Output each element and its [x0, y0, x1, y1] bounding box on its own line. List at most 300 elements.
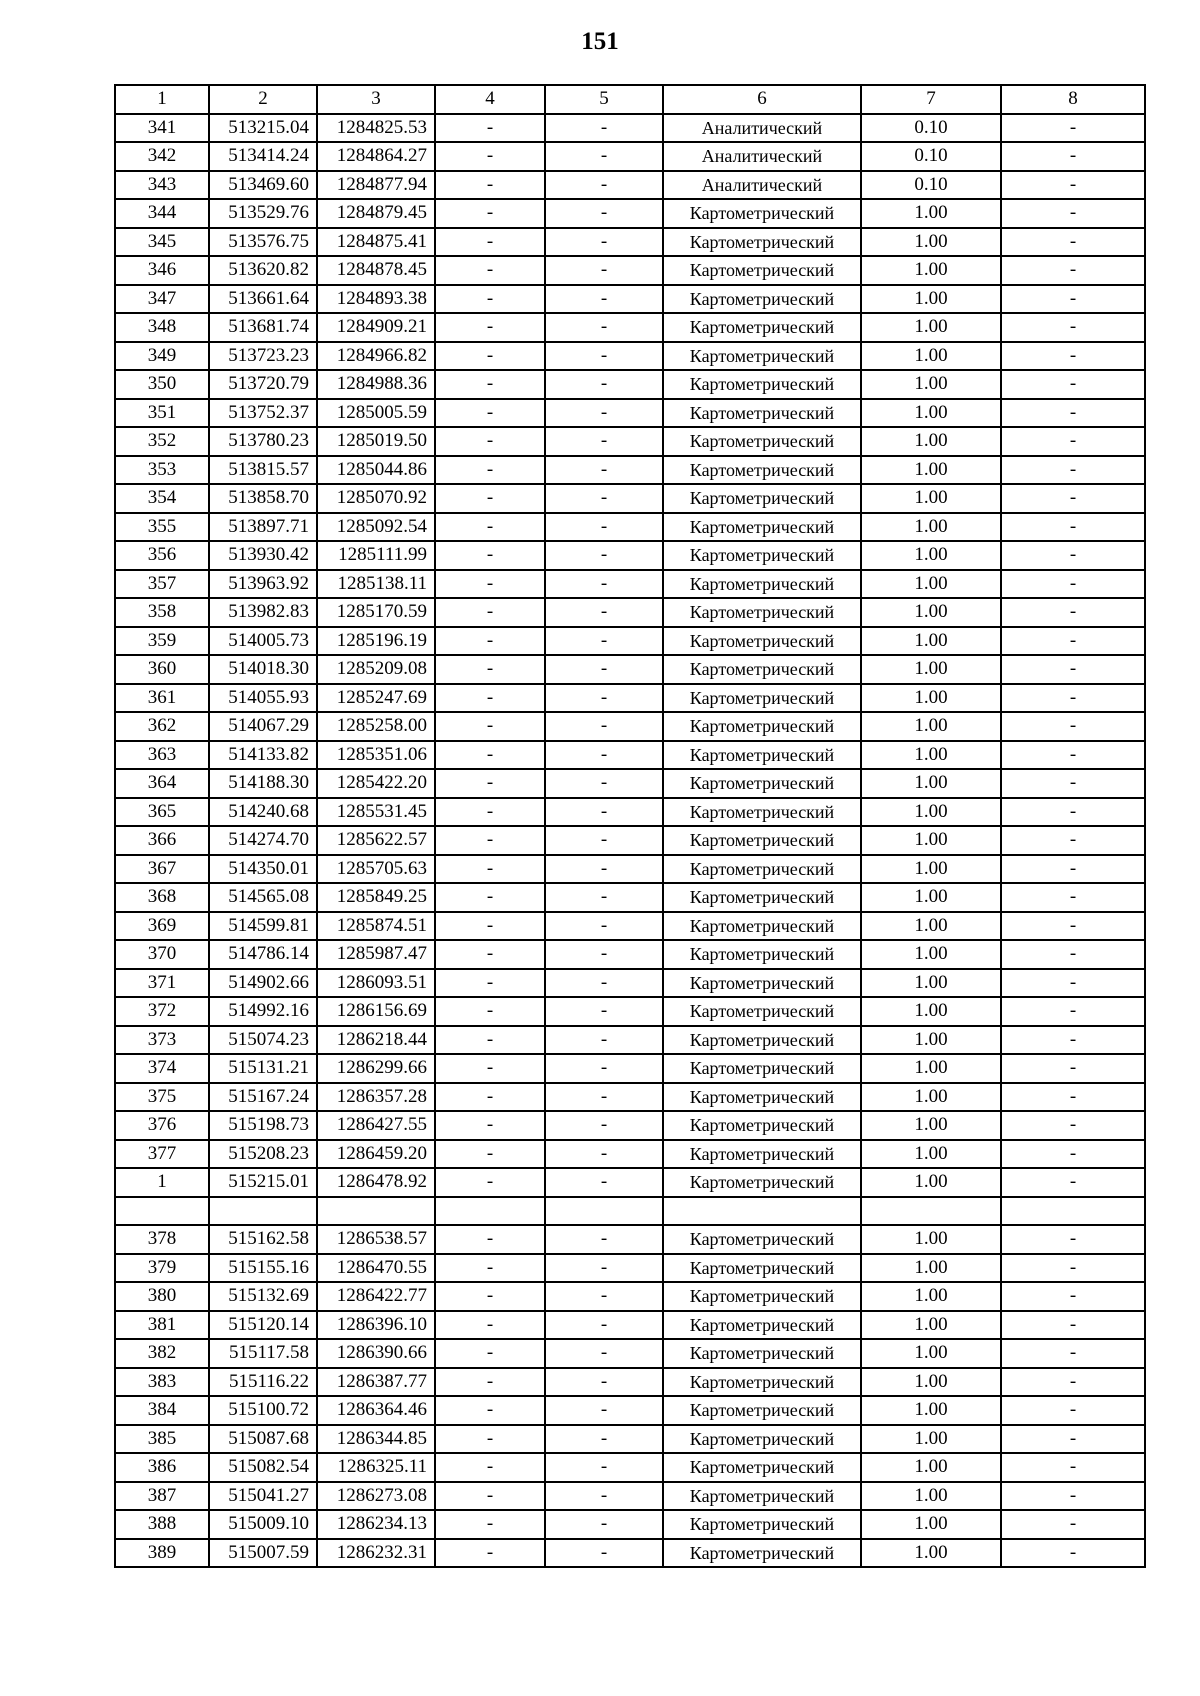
column-4-cell: -	[435, 1453, 545, 1482]
accuracy-cell: 1.00	[861, 513, 1001, 542]
point-number-cell: 375	[115, 1083, 209, 1112]
table-row	[115, 1510, 1145, 1539]
point-number-cell: 343	[115, 171, 209, 200]
method-cell: Картометрический	[663, 627, 861, 656]
method-cell: Картометрический	[663, 1339, 861, 1368]
column-8-cell: -	[1001, 142, 1145, 171]
column-5-cell: -	[545, 1396, 663, 1425]
column-8-cell: -	[1001, 769, 1145, 798]
table-row	[115, 1197, 1145, 1226]
column-5-cell: -	[545, 1111, 663, 1140]
point-number-cell: 362	[115, 712, 209, 741]
accuracy-cell: 1.00	[861, 541, 1001, 570]
x-coordinate-cell: 513815.57	[209, 456, 317, 485]
column-5-cell: -	[545, 1026, 663, 1055]
y-coordinate-cell: 1284966.82	[317, 342, 435, 371]
x-coordinate-cell: 514274.70	[209, 826, 317, 855]
x-coordinate-cell: 515117.58	[209, 1339, 317, 1368]
y-coordinate-cell: 1286364.46	[317, 1396, 435, 1425]
column-5-cell: -	[545, 114, 663, 143]
column-5-cell: -	[545, 655, 663, 684]
x-coordinate-cell: 513780.23	[209, 427, 317, 456]
table-row	[115, 199, 1145, 228]
x-coordinate-cell: 515120.14	[209, 1311, 317, 1340]
y-coordinate-cell: 1285138.11	[317, 570, 435, 599]
column-5-cell: -	[545, 1539, 663, 1568]
column-4-cell: -	[435, 199, 545, 228]
x-coordinate-cell: 513576.75	[209, 228, 317, 257]
accuracy-cell: 1.00	[861, 570, 1001, 599]
column-8-cell: -	[1001, 712, 1145, 741]
x-coordinate-cell: 513661.64	[209, 285, 317, 314]
table-row	[115, 627, 1145, 656]
column-8-cell: -	[1001, 1425, 1145, 1454]
column-8-cell: -	[1001, 826, 1145, 855]
y-coordinate-cell: 1286387.77	[317, 1368, 435, 1397]
column-8-cell: -	[1001, 199, 1145, 228]
column-5-cell: -	[545, 1425, 663, 1454]
column-4-cell: -	[435, 1111, 545, 1140]
point-number-cell: 371	[115, 969, 209, 998]
method-cell: Картометрический	[663, 969, 861, 998]
column-8-cell: -	[1001, 1140, 1145, 1169]
y-coordinate-cell: 1285005.59	[317, 399, 435, 428]
accuracy-cell: 1.00	[861, 655, 1001, 684]
column-header: 7	[861, 85, 1001, 114]
x-coordinate-cell: 514902.66	[209, 969, 317, 998]
column-4-cell: -	[435, 1168, 545, 1197]
x-coordinate-cell: 513681.74	[209, 313, 317, 342]
x-coordinate-cell: 514992.16	[209, 997, 317, 1026]
point-number-cell: 367	[115, 855, 209, 884]
x-coordinate-cell: 513215.04	[209, 114, 317, 143]
point-number-cell: 353	[115, 456, 209, 485]
point-number-cell: 380	[115, 1282, 209, 1311]
method-cell: Картометрический	[663, 313, 861, 342]
x-coordinate-cell: 514188.30	[209, 769, 317, 798]
column-4-cell: -	[435, 399, 545, 428]
method-cell: Картометрический	[663, 1083, 861, 1112]
accuracy-cell: 1.00	[861, 684, 1001, 713]
column-8-cell: -	[1001, 456, 1145, 485]
column-4-cell: -	[435, 1311, 545, 1340]
method-cell	[663, 1197, 861, 1226]
y-coordinate-cell: 1285351.06	[317, 741, 435, 770]
method-cell: Картометрический	[663, 1282, 861, 1311]
point-number-cell: 386	[115, 1453, 209, 1482]
accuracy-cell: 1.00	[861, 1311, 1001, 1340]
column-5-cell: -	[545, 684, 663, 713]
column-4-cell: -	[435, 684, 545, 713]
point-number-cell: 347	[115, 285, 209, 314]
accuracy-cell: 1.00	[861, 199, 1001, 228]
method-cell: Картометрический	[663, 684, 861, 713]
column-8-cell: -	[1001, 1225, 1145, 1254]
column-4-cell: -	[435, 142, 545, 171]
point-number-cell: 359	[115, 627, 209, 656]
point-number-cell: 370	[115, 940, 209, 969]
x-coordinate-cell: 513720.79	[209, 370, 317, 399]
column-4-cell: -	[435, 1368, 545, 1397]
point-number-cell: 378	[115, 1225, 209, 1254]
column-4-cell: -	[435, 1510, 545, 1539]
column-4-cell: -	[435, 114, 545, 143]
x-coordinate-cell: 515041.27	[209, 1482, 317, 1511]
accuracy-cell: 1.00	[861, 1225, 1001, 1254]
point-number-cell: 373	[115, 1026, 209, 1055]
column-5-cell: -	[545, 741, 663, 770]
point-number-cell: 384	[115, 1396, 209, 1425]
y-coordinate-cell: 1284988.36	[317, 370, 435, 399]
y-coordinate-cell: 1284825.53	[317, 114, 435, 143]
accuracy-cell: 1.00	[861, 826, 1001, 855]
column-5-cell: -	[545, 570, 663, 599]
method-cell: Картометрический	[663, 1396, 861, 1425]
column-8-cell: -	[1001, 541, 1145, 570]
column-5-cell: -	[545, 541, 663, 570]
column-4-cell: -	[435, 484, 545, 513]
table-row	[115, 655, 1145, 684]
y-coordinate-cell: 1286390.66	[317, 1339, 435, 1368]
column-5-cell: -	[545, 142, 663, 171]
column-5-cell: -	[545, 855, 663, 884]
method-cell: Картометрический	[663, 1140, 861, 1169]
accuracy-cell: 1.00	[861, 741, 1001, 770]
column-4-cell: -	[435, 1026, 545, 1055]
method-cell: Картометрический	[663, 598, 861, 627]
accuracy-cell: 1.00	[861, 997, 1001, 1026]
y-coordinate-cell: 1286427.55	[317, 1111, 435, 1140]
table-row	[115, 1054, 1145, 1083]
column-4-cell: -	[435, 1539, 545, 1568]
column-5-cell: -	[545, 399, 663, 428]
table-row	[115, 1453, 1145, 1482]
column-5-cell: -	[545, 484, 663, 513]
table-row	[115, 1140, 1145, 1169]
point-number-cell: 389	[115, 1539, 209, 1568]
column-8-cell: -	[1001, 370, 1145, 399]
column-4-cell: -	[435, 598, 545, 627]
column-8-cell: -	[1001, 1368, 1145, 1397]
point-number-cell: 354	[115, 484, 209, 513]
method-cell: Картометрический	[663, 1026, 861, 1055]
y-coordinate-cell: 1284878.45	[317, 256, 435, 285]
column-5-cell: -	[545, 969, 663, 998]
x-coordinate-cell: 513752.37	[209, 399, 317, 428]
accuracy-cell: 0.10	[861, 114, 1001, 143]
column-4-cell: -	[435, 313, 545, 342]
point-number-cell: 377	[115, 1140, 209, 1169]
column-8-cell: -	[1001, 855, 1145, 884]
method-cell: Картометрический	[663, 655, 861, 684]
method-cell: Картометрический	[663, 1425, 861, 1454]
column-5-cell: -	[545, 769, 663, 798]
table-row	[115, 256, 1145, 285]
table-row	[115, 171, 1145, 200]
accuracy-cell: 1.00	[861, 883, 1001, 912]
table-row	[115, 513, 1145, 542]
accuracy-cell: 0.10	[861, 142, 1001, 171]
accuracy-cell: 1.00	[861, 1453, 1001, 1482]
x-coordinate-cell: 514133.82	[209, 741, 317, 770]
x-coordinate-cell: 514599.81	[209, 912, 317, 941]
column-5-cell: -	[545, 826, 663, 855]
accuracy-cell: 1.00	[861, 313, 1001, 342]
y-coordinate-cell: 1285531.45	[317, 798, 435, 827]
y-coordinate-cell: 1286273.08	[317, 1482, 435, 1511]
column-5-cell: -	[545, 1254, 663, 1283]
column-8-cell: -	[1001, 570, 1145, 599]
table-row	[115, 1482, 1145, 1511]
table-row	[115, 1282, 1145, 1311]
table-row	[115, 826, 1145, 855]
column-8-cell: -	[1001, 1026, 1145, 1055]
column-8-cell: -	[1001, 285, 1145, 314]
column-8-cell: -	[1001, 342, 1145, 371]
x-coordinate-cell: 515007.59	[209, 1539, 317, 1568]
point-number-cell: 351	[115, 399, 209, 428]
point-number-cell: 342	[115, 142, 209, 171]
point-number-cell: 357	[115, 570, 209, 599]
accuracy-cell: 1.00	[861, 1339, 1001, 1368]
x-coordinate-cell: 513930.42	[209, 541, 317, 570]
y-coordinate-cell: 1285111.99	[317, 541, 435, 570]
column-5-cell: -	[545, 313, 663, 342]
y-coordinate-cell: 1285044.86	[317, 456, 435, 485]
accuracy-cell: 1.00	[861, 399, 1001, 428]
column-4-cell: -	[435, 912, 545, 941]
column-4-cell: -	[435, 1254, 545, 1283]
y-coordinate-cell: 1285422.20	[317, 769, 435, 798]
column-5-cell: -	[545, 1368, 663, 1397]
column-4-cell: -	[435, 1054, 545, 1083]
y-coordinate-cell: 1285258.00	[317, 712, 435, 741]
accuracy-cell: 1.00	[861, 1282, 1001, 1311]
table-row	[115, 1168, 1145, 1197]
column-4-cell: -	[435, 370, 545, 399]
table-row	[115, 1225, 1145, 1254]
accuracy-cell: 1.00	[861, 1083, 1001, 1112]
accuracy-cell: 1.00	[861, 1482, 1001, 1511]
y-coordinate-cell: 1285987.47	[317, 940, 435, 969]
y-coordinate-cell: 1285705.63	[317, 855, 435, 884]
y-coordinate-cell: 1286357.28	[317, 1083, 435, 1112]
x-coordinate-cell: 515131.21	[209, 1054, 317, 1083]
y-coordinate-cell: 1284875.41	[317, 228, 435, 257]
point-number-cell: 352	[115, 427, 209, 456]
y-coordinate-cell: 1286396.10	[317, 1311, 435, 1340]
column-4-cell: -	[435, 342, 545, 371]
column-header: 6	[663, 85, 861, 114]
accuracy-cell: 1.00	[861, 769, 1001, 798]
x-coordinate-cell	[209, 1197, 317, 1226]
column-4-cell	[435, 1197, 545, 1226]
method-cell: Аналитический	[663, 114, 861, 143]
column-4-cell: -	[435, 798, 545, 827]
accuracy-cell: 1.00	[861, 798, 1001, 827]
column-8-cell: -	[1001, 1482, 1145, 1511]
point-number-cell: 381	[115, 1311, 209, 1340]
point-number-cell: 350	[115, 370, 209, 399]
column-5-cell: -	[545, 1282, 663, 1311]
page-number: 151	[581, 28, 619, 55]
method-cell: Картометрический	[663, 370, 861, 399]
method-cell: Картометрический	[663, 1482, 861, 1511]
y-coordinate-cell: 1285849.25	[317, 883, 435, 912]
column-8-cell: -	[1001, 997, 1145, 1026]
x-coordinate-cell: 513897.71	[209, 513, 317, 542]
point-number-cell: 341	[115, 114, 209, 143]
column-header: 8	[1001, 85, 1145, 114]
y-coordinate-cell: 1286234.13	[317, 1510, 435, 1539]
y-coordinate-cell: 1286344.85	[317, 1425, 435, 1454]
method-cell: Картометрический	[663, 912, 861, 941]
table-row	[115, 598, 1145, 627]
column-8-cell: -	[1001, 684, 1145, 713]
column-header: 4	[435, 85, 545, 114]
column-5-cell: -	[545, 912, 663, 941]
column-8-cell: -	[1001, 1168, 1145, 1197]
column-4-cell: -	[435, 456, 545, 485]
table-row	[115, 370, 1145, 399]
method-cell: Картометрический	[663, 1254, 861, 1283]
column-header: 5	[545, 85, 663, 114]
column-4-cell: -	[435, 1083, 545, 1112]
table-header-row	[115, 85, 1145, 114]
column-8-cell: -	[1001, 1539, 1145, 1568]
y-coordinate-cell: 1286093.51	[317, 969, 435, 998]
method-cell: Картометрический	[663, 285, 861, 314]
column-8-cell: -	[1001, 114, 1145, 143]
table-row	[115, 855, 1145, 884]
table-row	[115, 997, 1145, 1026]
point-number-cell: 366	[115, 826, 209, 855]
column-8-cell	[1001, 1197, 1145, 1226]
column-4-cell: -	[435, 769, 545, 798]
column-4-cell: -	[435, 171, 545, 200]
table-body	[115, 114, 1145, 1568]
column-4-cell: -	[435, 712, 545, 741]
accuracy-cell: 1.00	[861, 627, 1001, 656]
column-4-cell: -	[435, 627, 545, 656]
column-4-cell: -	[435, 741, 545, 770]
column-5-cell: -	[545, 1140, 663, 1169]
method-cell: Картометрический	[663, 342, 861, 371]
method-cell: Картометрический	[663, 798, 861, 827]
point-number-cell: 372	[115, 997, 209, 1026]
column-5-cell	[545, 1197, 663, 1226]
method-cell: Картометрический	[663, 741, 861, 770]
table-row	[115, 228, 1145, 257]
y-coordinate-cell	[317, 1197, 435, 1226]
column-5-cell: -	[545, 883, 663, 912]
accuracy-cell: 1.00	[861, 1026, 1001, 1055]
accuracy-cell: 1.00	[861, 1425, 1001, 1454]
method-cell: Картометрический	[663, 570, 861, 599]
y-coordinate-cell: 1286299.66	[317, 1054, 435, 1083]
table-row	[115, 570, 1145, 599]
x-coordinate-cell: 515074.23	[209, 1026, 317, 1055]
column-5-cell: -	[545, 627, 663, 656]
column-5-cell: -	[545, 427, 663, 456]
column-8-cell: -	[1001, 940, 1145, 969]
y-coordinate-cell: 1284864.27	[317, 142, 435, 171]
method-cell: Картометрический	[663, 883, 861, 912]
accuracy-cell: 1.00	[861, 285, 1001, 314]
x-coordinate-cell: 513723.23	[209, 342, 317, 371]
y-coordinate-cell: 1284879.45	[317, 199, 435, 228]
x-coordinate-cell: 515082.54	[209, 1453, 317, 1482]
table-row	[115, 114, 1145, 143]
x-coordinate-cell: 514005.73	[209, 627, 317, 656]
y-coordinate-cell: 1285622.57	[317, 826, 435, 855]
table-row	[115, 769, 1145, 798]
method-cell: Картометрический	[663, 1510, 861, 1539]
point-number-cell: 355	[115, 513, 209, 542]
column-8-cell: -	[1001, 513, 1145, 542]
column-8-cell: -	[1001, 256, 1145, 285]
column-5-cell: -	[545, 256, 663, 285]
point-number-cell: 365	[115, 798, 209, 827]
table-row	[115, 1425, 1145, 1454]
y-coordinate-cell: 1286232.31	[317, 1539, 435, 1568]
column-4-cell: -	[435, 256, 545, 285]
method-cell: Картометрический	[663, 1111, 861, 1140]
accuracy-cell: 1.00	[861, 1396, 1001, 1425]
y-coordinate-cell: 1286325.11	[317, 1453, 435, 1482]
accuracy-cell: 1.00	[861, 456, 1001, 485]
column-4-cell: -	[435, 855, 545, 884]
column-8-cell: -	[1001, 655, 1145, 684]
y-coordinate-cell: 1284893.38	[317, 285, 435, 314]
table-row	[115, 541, 1145, 570]
table-row	[115, 1396, 1145, 1425]
method-cell: Картометрический	[663, 1168, 861, 1197]
method-cell: Картометрический	[663, 541, 861, 570]
column-4-cell: -	[435, 969, 545, 998]
table-row	[115, 912, 1145, 941]
accuracy-cell: 1.00	[861, 912, 1001, 941]
column-4-cell: -	[435, 1396, 545, 1425]
column-4-cell: -	[435, 1482, 545, 1511]
column-8-cell: -	[1001, 883, 1145, 912]
point-number-cell: 346	[115, 256, 209, 285]
column-8-cell: -	[1001, 484, 1145, 513]
y-coordinate-cell: 1285092.54	[317, 513, 435, 542]
method-cell: Картометрический	[663, 199, 861, 228]
column-5-cell: -	[545, 712, 663, 741]
column-8-cell: -	[1001, 1396, 1145, 1425]
column-header: 2	[209, 85, 317, 114]
accuracy-cell: 1.00	[861, 1140, 1001, 1169]
column-5-cell: -	[545, 513, 663, 542]
column-5-cell: -	[545, 228, 663, 257]
method-cell: Картометрический	[663, 1054, 861, 1083]
column-4-cell: -	[435, 940, 545, 969]
accuracy-cell: 1.00	[861, 484, 1001, 513]
table-row	[115, 798, 1145, 827]
point-number-cell: 364	[115, 769, 209, 798]
y-coordinate-cell: 1286422.77	[317, 1282, 435, 1311]
column-4-cell: -	[435, 228, 545, 257]
x-coordinate-cell: 514565.08	[209, 883, 317, 912]
y-coordinate-cell: 1285196.19	[317, 627, 435, 656]
y-coordinate-cell: 1285070.92	[317, 484, 435, 513]
column-5-cell: -	[545, 1510, 663, 1539]
y-coordinate-cell: 1286470.55	[317, 1254, 435, 1283]
point-number-cell: 344	[115, 199, 209, 228]
column-5-cell: -	[545, 1083, 663, 1112]
